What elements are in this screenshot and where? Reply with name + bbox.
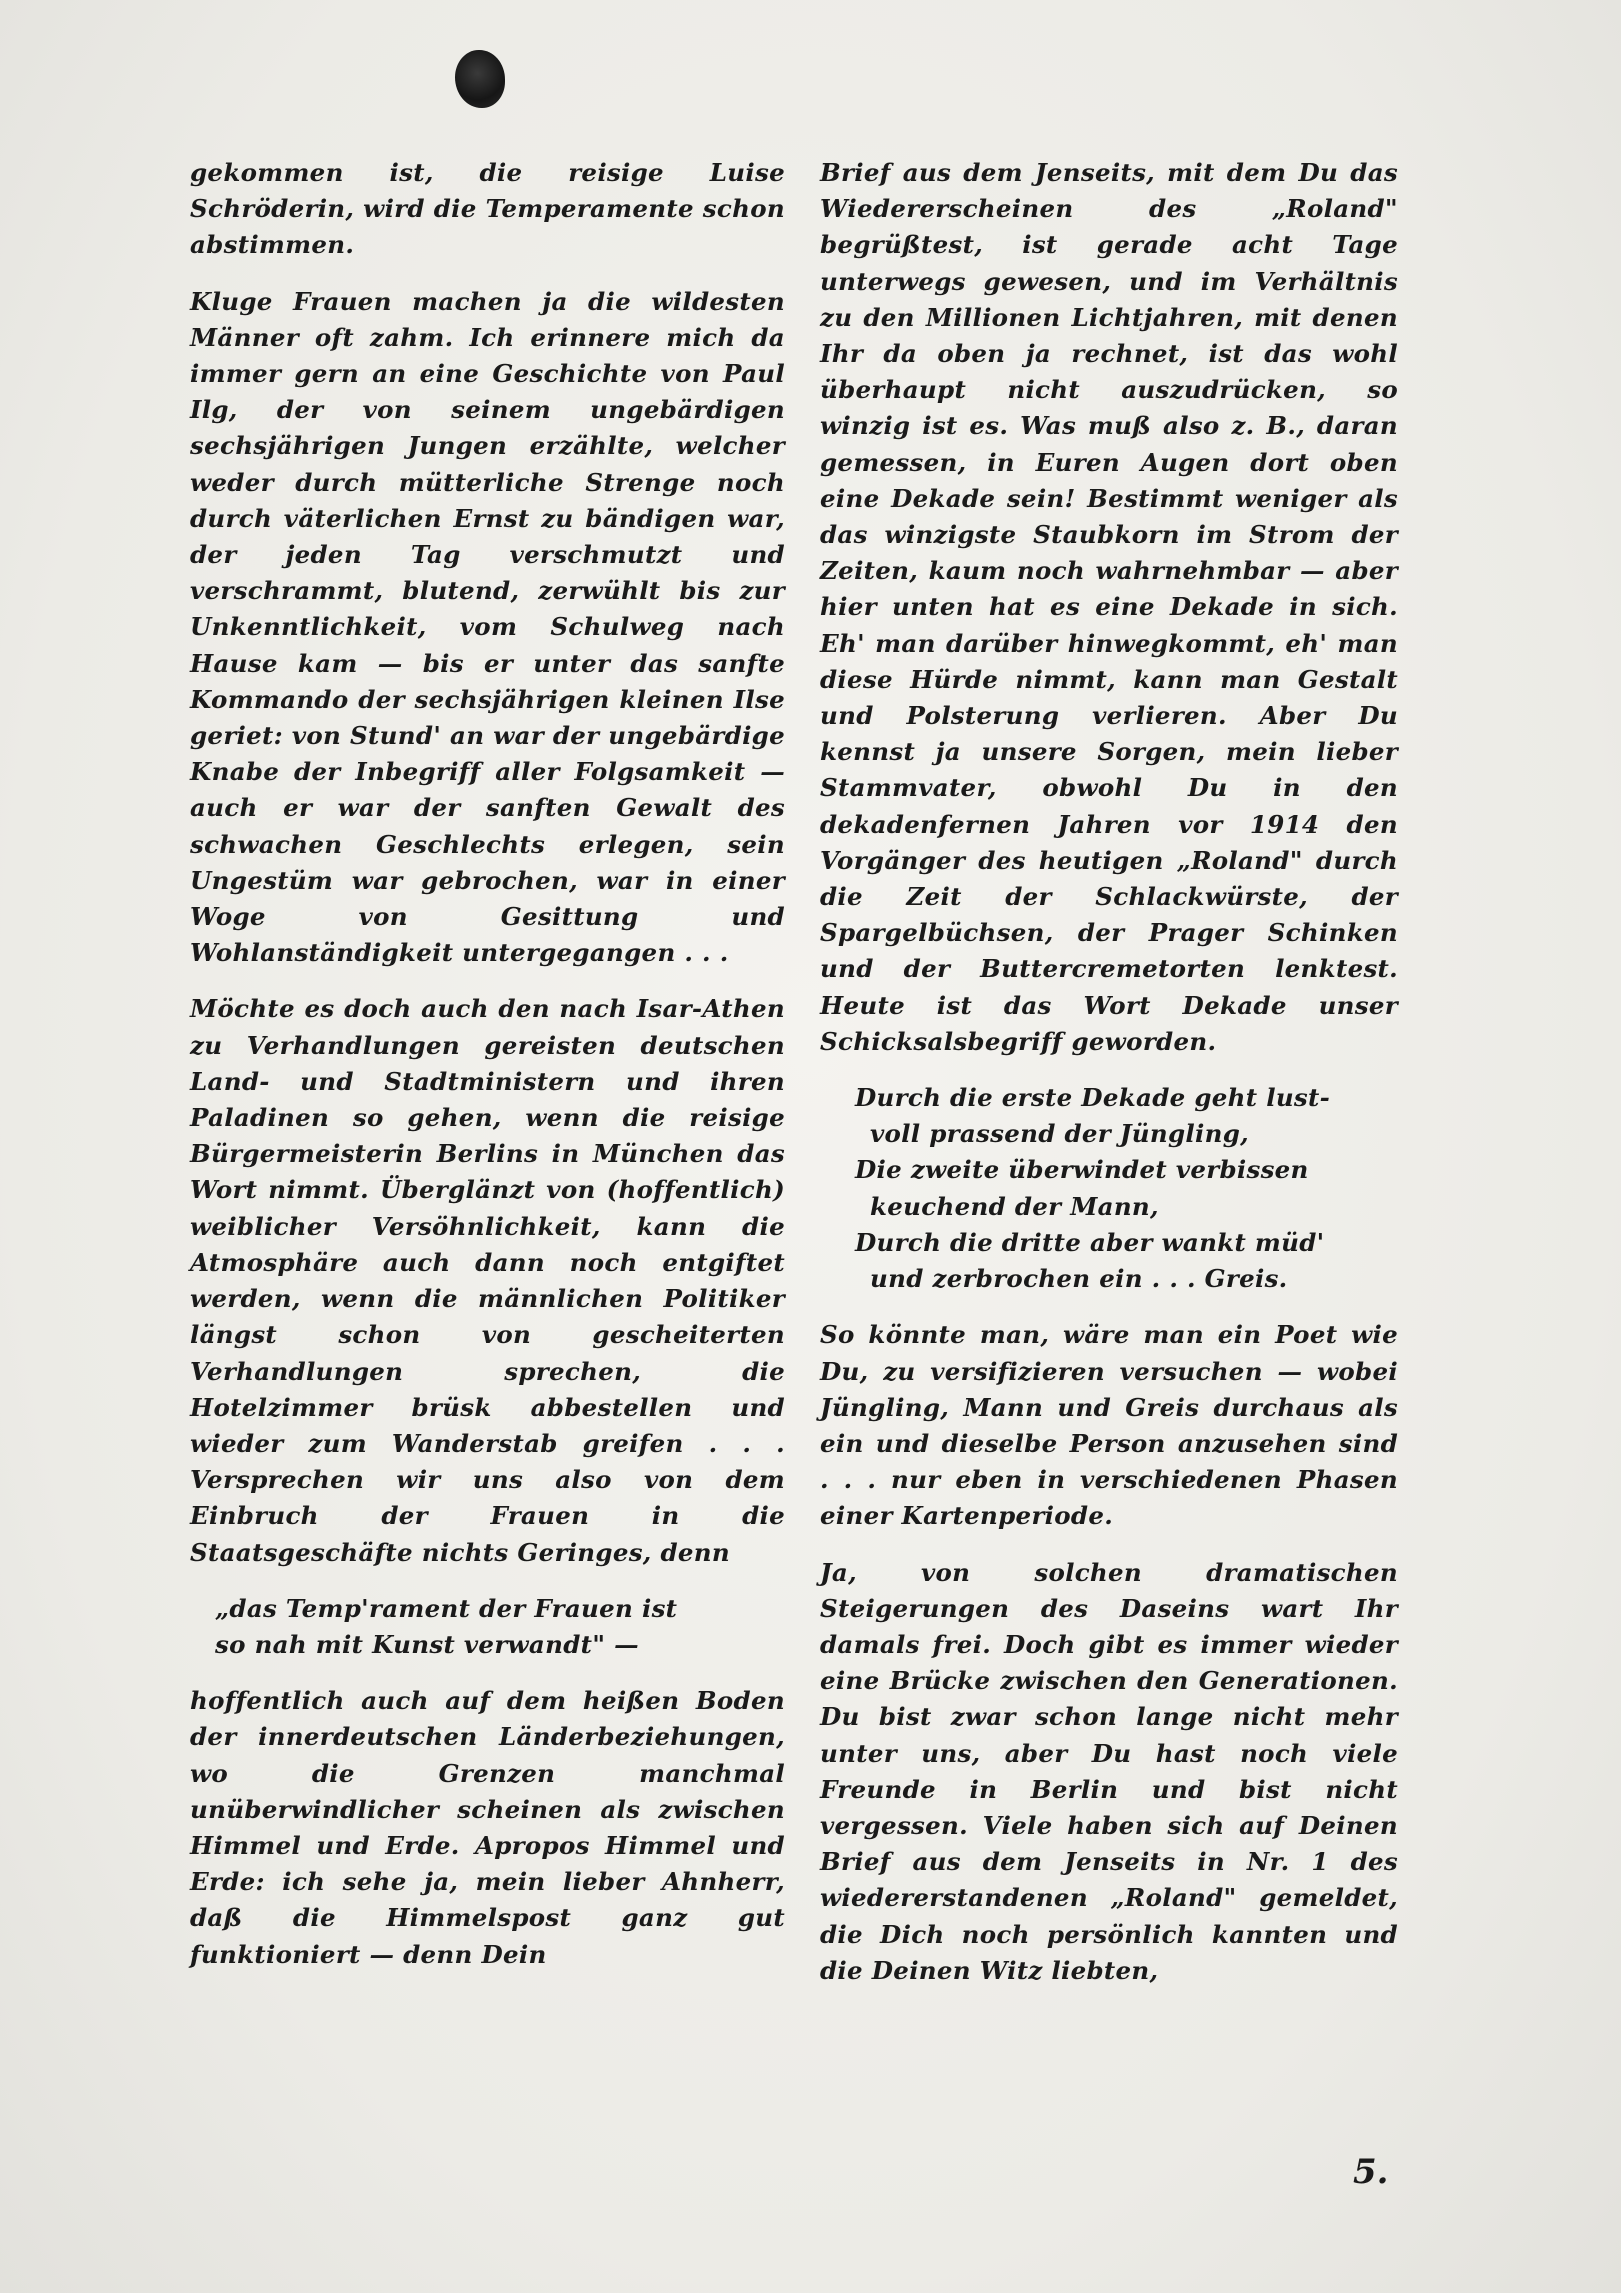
verse-line: Durch die dritte aber wankt müd' — [855, 1227, 1325, 1257]
verse-line: keuchend der Mann, — [870, 1191, 1159, 1221]
page-number: 5. — [1353, 2152, 1389, 2192]
paragraph: Möchte es doch auch den nach Isar-Athen zu Verhandlungen gereisten deutschen Land- und Stadtministern und ihren Paladinen so gehen, wenn die reisige Bürgermeisterin Berlins in München das Wort nimmt. Überglänzt von (hoffentlich) weiblicher Versöhnlichkeit, kann die Atmosphäre auch dann noch entgiftet werden, wenn die männlichen Politiker längst schon von gescheiterten Verhandlungen sprechen, die Hotelzimmer brüsk abbestellen und wieder zum Wanderstab greifen . . . Versprechen wir uns also von dem Einbruch der Frauen in die Staatsgeschäfte nichts Geringes, denn — [190, 994, 785, 1567]
paragraph: Kluge Frauen machen ja die wildesten Männer oft zahm. Ich erinnere mich da immer gern an eine Geschichte von Paul Ilg, der von seinem ungebärdigen sechsjährigen Jungen erzählte, welcher weder durch mütterliche Strenge noch durch väterlichen Ernst zu bändigen war, der jeden Tag verschmutzt und verschrammt, blutend, zerwühlt bis zur Unkenntlichkeit, vom Schulweg nach Hause kam — bis er unter das sanfte Kommando der sechsjährigen kleinen Ilse geriet: von Stund' an war der ungebärdige Knabe der Inbegriff aller Folgsamkeit — auch er war der sanften Gewalt des schwachen Geschlechts erlegen, sein Ungestüm war gebrochen, war in einer Woge von Gesittung und Wohlanständigkeit untergegangen . . . — [190, 286, 785, 968]
verse-line: Durch die erste Dekade geht lust- — [855, 1083, 1331, 1113]
paragraph: So könnte man, wäre man ein Poet wie Du, zu versifizieren versuchen — wobei Jüngling, Mann und Greis durchaus als ein und dieselbe Person anzusehen sind . . . nur eben in verschiedenen Phasen einer Kartenperiode. — [820, 1320, 1398, 1531]
paragraph: hoffentlich auch auf dem heißen Boden der innerdeutschen Länderbeziehungen, wo die Grenzen manchmal unüberwindlicher scheinen als zwischen Himmel und Erde. Apropos Himmel und Erde: ich sehe ja, mein lieber Ahnherr, daß die Himmelspost ganz gut funktioniert — denn Dein — [190, 1686, 785, 1969]
verse-block — [820, 1080, 1398, 1297]
verse-line: Die zweite überwindet verbissen — [855, 1155, 1309, 1185]
quote-block — [190, 1591, 785, 1663]
right-column — [820, 155, 1398, 2009]
ink-blot-mark — [455, 50, 505, 108]
verse-line: und zerbrochen ein . . . Greis. — [870, 1264, 1288, 1294]
paragraph: gekommen ist, die reisige Luise Schröderin, wird die Temperamente schon abstimmen. — [190, 158, 785, 260]
paragraph: Brief aus dem Jenseits, mit dem Du das Wiedererscheinen des „Roland" begrüßtest, ist gerade acht Tage unterwegs gewesen, und im Verhältnis zu den Millionen Lichtjahren, mit denen Ihr da oben ja rechnet, ist das wohl überhaupt nicht auszudrücken, so winzig ist es. Was muß also z. B., daran gemessen, in Euren Augen dort oben eine Dekade sein! Bestimmt weniger als das winzigste Staubkorn im Strom der Zeiten, kaum noch wahrnehmbar — aber hier unten hat es eine Dekade in sich. Eh' man darüber hinwegkommt, eh' man diese Hürde nimmt, kann man Gestalt und Polsterung verlieren. Aber Du kennst ja unsere Sorgen, mein lieber Stammvater, obwohl Du in den dekadenfernen Jahren vor 1914 den Vorgänger des heutigen „Roland" durch die Zeit der Schlackwürste, der Spargelbüchsen, der Prager Schinken und der Buttercremetorten lenktest. Heute ist das Wort Dekade unser Schicksalsbegriff geworden. — [820, 158, 1398, 1056]
quote-line: so nah mit Kunst verwandt" — — [215, 1629, 639, 1659]
verse-line: voll prassend der Jüngling, — [870, 1119, 1249, 1149]
quote-line: „das Temp'rament der Frauen ist — [215, 1593, 678, 1623]
left-column — [190, 155, 785, 1993]
paragraph: Ja, von solchen dramatischen Steigerungen des Daseins wart Ihr damals frei. Doch gibt es immer wieder eine Brücke zwischen den Generationen. Du bist zwar schon lange nicht mehr unter uns, aber Du hast noch viele Freunde in Berlin und bist nicht vergessen. Viele haben sich auf Deinen Brief aus dem Jenseits in Nr. 1 des wiedererstandenen „Roland" gemeldet, die Dich noch persönlich kannten und die Deinen Witz liebten, — [820, 1557, 1398, 1985]
